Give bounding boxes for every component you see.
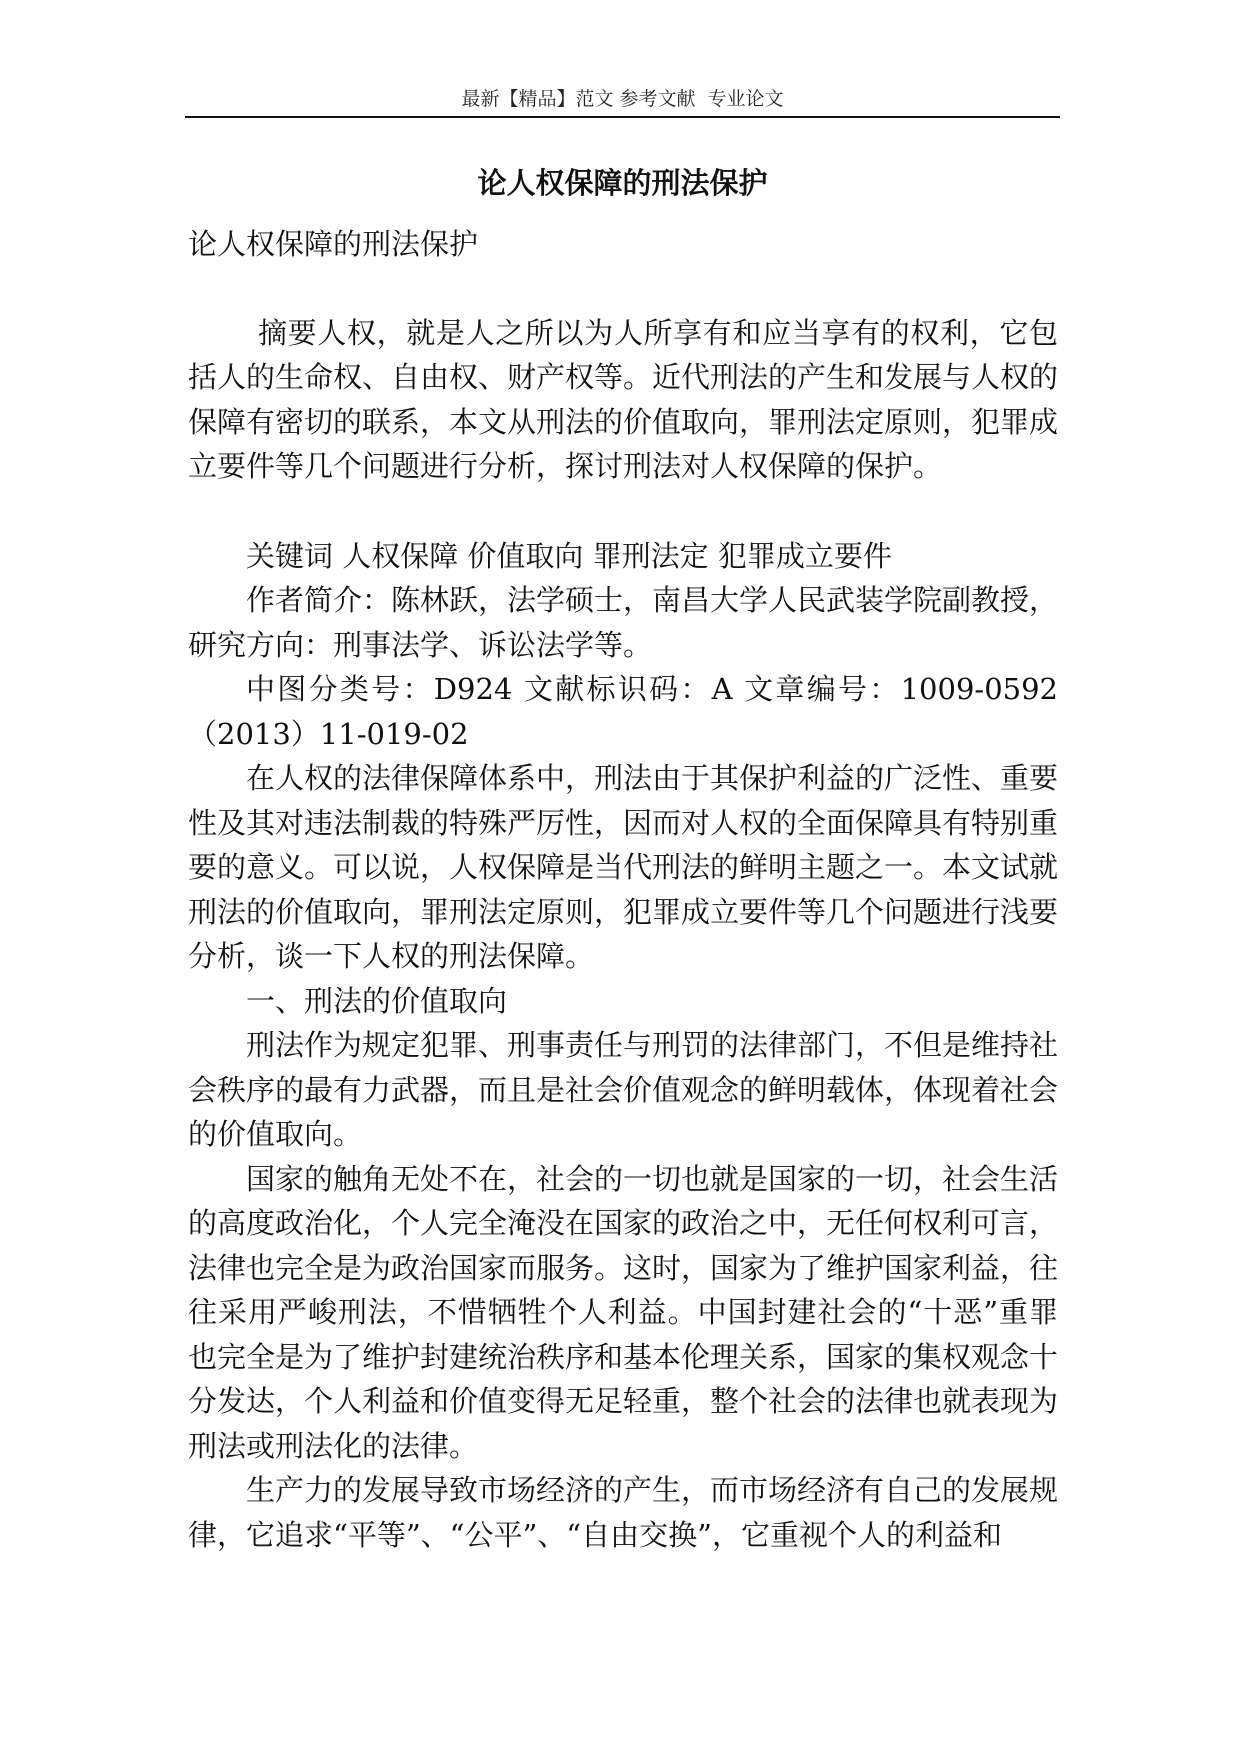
body-paragraph: 生产力的发展导致市场经济的产生，而市场经济有自己的发展规律，它追求“平等”、“公平”、“自由交换”，它重视个人的利益和 [188, 1473, 1059, 1552]
running-header: 最新【精品】范文 参考文献 专业论文 [461, 88, 784, 110]
abstract-paragraph: 摘要人权，就是人之所以为人所享有和应当享有的权利，它包括人的生命权、自由权、财产权等。近代刑法的产生和发展与人权的保障有密切的联系，本文从刑法的价值取向，罪刑法定原则，犯罪成立要件等几个问题进行分析，探讨刑法对人权保障的保护。 [188, 315, 1059, 483]
body-paragraph: 在人权的法律保障体系中，刑法由于其保护利益的广泛性、重要性及其对违法制裁的特殊严厉性，因而对人权的全面保障具有特别重要的意义。可以说，人权保障是当代刑法的鲜明主题之一。本文试就刑法的价值取向，罪刑法定原则，犯罪成立要件等几个问题进行浅要分析，谈一下人权的刑法保障。 [188, 761, 1059, 973]
keywords-line: 关键词 人权保障 价值取向 罪刑法定 犯罪成立要件 [246, 538, 892, 573]
classification-line: 中图分类号：D924 文献标识码：A 文章编号：1009-0592（2013）11-019-02 [188, 672, 1058, 751]
document-subtitle: 论人权保障的刑法保护 [188, 227, 479, 261]
document-title: 论人权保障的刑法保护 [477, 166, 768, 200]
body-paragraph: 刑法作为规定犯罪、刑事责任与刑罚的法律部门，不但是维持社会秩序的最有力武器，而且是社会价值观念的鲜明载体，体现着社会的价值取向。 [188, 1028, 1059, 1151]
author-bio: 作者简介：陈林跃，法学硕士，南昌大学人民武装学院副教授，研究方向：刑事法学、诉讼法学等。 [188, 583, 1059, 662]
spacer [188, 489, 1058, 534]
section-heading: 一、刑法的价值取向 [246, 983, 508, 1018]
body-paragraph: 国家的触角无处不在，社会的一切也就是国家的一切，社会生活的高度政治化，个人完全淹没在国家的政治之中，无任何权利可言，法律也完全是为政治国家而服务。这时，国家为了维护国家利益，往往采用严峻刑法，不惜牺牲个人利益。中国封建社会的“十恶”重罪也完全是为了维护封建统治秩序和基本伦理关系，国家的集权观念十分发达，个人利益和价值变得无足轻重，整个社会的法律也就表现为刑法或刑法化的法律。 [188, 1161, 1059, 1463]
document-body [188, 222, 1058, 1557]
spacer [188, 267, 1058, 311]
header-divider [185, 116, 1060, 118]
